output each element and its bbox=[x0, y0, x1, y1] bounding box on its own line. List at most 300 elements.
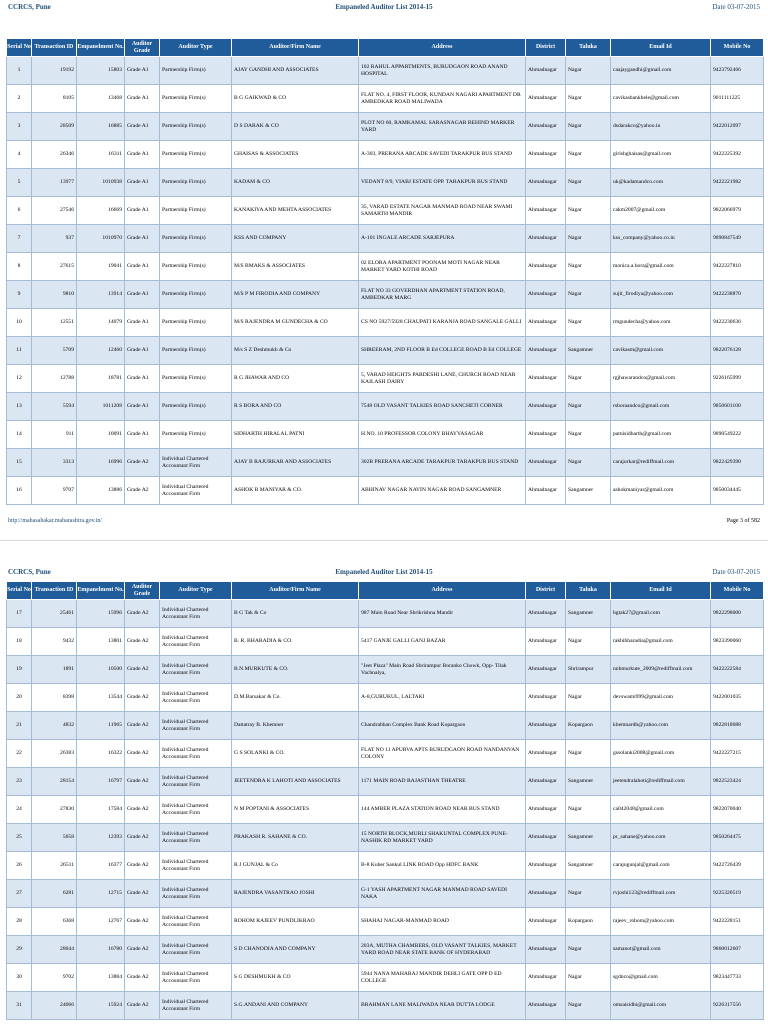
cell-firm-name: S G DESHMUKH & CO bbox=[232, 964, 359, 992]
cell-district: Ahmadnagar bbox=[526, 936, 566, 964]
report-date: Date 03-07-2015 bbox=[712, 568, 760, 576]
cell-serial-no: 28 bbox=[7, 908, 32, 936]
cell-serial-no: 17 bbox=[7, 600, 32, 628]
cell-address: 35, VARAD ESTATE NAGAR MANMAD ROAD NEAR SWAMI SAMARTH MANDIR bbox=[359, 197, 526, 225]
cell-email-id[interactable]: khemnardb@yahoo.com bbox=[611, 712, 711, 740]
cell-serial-no: 19 bbox=[7, 656, 32, 684]
cell-address: 144 AMBER PLAZA STATION ROAD NEAR BUS STAND bbox=[359, 796, 526, 824]
cell-empanelment-no: 16311 bbox=[77, 141, 125, 169]
cell-taluka: Nagar bbox=[566, 880, 611, 908]
cell-district: Ahmadnagar bbox=[526, 449, 566, 477]
cell-mobile-no: 9822523424 bbox=[711, 768, 764, 796]
cell-serial-no: 21 bbox=[7, 712, 32, 740]
cell-address: "Jeet Plaza" Main Road Shrirampur Boranko Chowk, Opp- Tilak Vachnalya, bbox=[359, 656, 526, 684]
page-header bbox=[8, 0, 760, 14]
cell-mobile-no: 9890549222 bbox=[711, 421, 764, 449]
cell-taluka: Sangamner bbox=[566, 477, 611, 505]
cell-auditor-type: Partnership Firm(s) bbox=[160, 309, 232, 337]
cell-email-id[interactable]: kss_company@yahoo.co.in bbox=[611, 225, 711, 253]
cell-transaction-id: 28509 bbox=[32, 113, 77, 141]
cell-taluka: Nagar bbox=[566, 197, 611, 225]
cell-firm-name: M/S BMAKS & ASSOCIATES bbox=[232, 253, 359, 281]
cell-email-id[interactable]: rgjhawarandco@gmail.com bbox=[611, 365, 711, 393]
cell-taluka: Nagar bbox=[566, 85, 611, 113]
cell-auditor-type: Individual Chartered Accountant Firm bbox=[160, 740, 232, 768]
cell-address: Chandrabhan Complex Bank Road Kopargaon bbox=[359, 712, 526, 740]
cell-serial-no: 13 bbox=[7, 393, 32, 421]
cell-email-id[interactable]: rmgundecha@yahoo.com bbox=[611, 309, 711, 337]
cell-mobile-no: 9422225392 bbox=[711, 141, 764, 169]
column-header-email-id: Email Id bbox=[611, 582, 711, 600]
cell-auditor-grade: Grade A2 bbox=[125, 628, 160, 656]
cell-email-id[interactable]: ca042048@gmail.com bbox=[611, 796, 711, 824]
cell-taluka: Kopargaon bbox=[566, 712, 611, 740]
cell-transaction-id: 12788 bbox=[32, 365, 77, 393]
cell-transaction-id: 26511 bbox=[32, 852, 77, 880]
cell-mobile-no: 9226165999 bbox=[711, 365, 764, 393]
cell-auditor-grade: Grade A1 bbox=[125, 113, 160, 141]
cell-email-id[interactable]: rakhibharadia@gmail.com bbox=[611, 628, 711, 656]
cell-auditor-grade: Grade A1 bbox=[125, 281, 160, 309]
cell-taluka: Shrirampur bbox=[566, 656, 611, 684]
cell-transaction-id: 9707 bbox=[32, 477, 77, 505]
cell-mobile-no: 9822298000 bbox=[711, 600, 764, 628]
table-row bbox=[7, 768, 764, 796]
table-row bbox=[7, 600, 764, 628]
cell-address: 15 NORTH BLOCK,MURLI SHAKUNTAL COMPLEX PUNE-NASHIK RD MARKET YARD bbox=[359, 824, 526, 852]
cell-address: A-101 INGALE ARCADE SARJEPURA bbox=[359, 225, 526, 253]
cell-serial-no: 18 bbox=[7, 628, 32, 656]
cell-empanelment-no: 12460 bbox=[77, 337, 125, 365]
cell-email-id[interactable]: carajurkar@rediffmail.com bbox=[611, 449, 711, 477]
cell-empanelment-no: 13886 bbox=[77, 477, 125, 505]
cell-mobile-no: 9422726439 bbox=[711, 852, 764, 880]
cell-taluka: Nagar bbox=[566, 964, 611, 992]
cell-auditor-grade: Grade A2 bbox=[125, 656, 160, 684]
cell-serial-no: 9 bbox=[7, 281, 32, 309]
table-row bbox=[7, 393, 764, 421]
cell-transaction-id: 27830 bbox=[32, 796, 77, 824]
cell-email-id[interactable]: rvjoshi123@rediffmail.com bbox=[611, 880, 711, 908]
cell-transaction-id: 27546 bbox=[32, 197, 77, 225]
cell-auditor-type: Individual Chartered Accountant Firm bbox=[160, 449, 232, 477]
cell-mobile-no: 9822076128 bbox=[711, 337, 764, 365]
cell-auditor-grade: Grade A2 bbox=[125, 992, 160, 1020]
column-header-empanelment-no: Empanelment No. bbox=[77, 39, 125, 57]
column-header-serial-no: Serial No bbox=[7, 582, 32, 600]
cell-firm-name: D S DARAK & CO bbox=[232, 113, 359, 141]
cell-email-id[interactable]: uk@kadamandco.com bbox=[611, 169, 711, 197]
cell-auditor-type: Partnership Firm(s) bbox=[160, 253, 232, 281]
cell-firm-name: S.G.ANDANI AND COMPANY bbox=[232, 992, 359, 1020]
cell-auditor-grade: Grade A2 bbox=[125, 852, 160, 880]
cell-district: Ahmadnagar bbox=[526, 197, 566, 225]
cell-mobile-no: 9422227810 bbox=[711, 253, 764, 281]
cell-empanelment-no: 12715 bbox=[77, 880, 125, 908]
cell-firm-name: B. R. BHARADIA & CO. bbox=[232, 628, 359, 656]
cell-auditor-grade: Grade A1 bbox=[125, 169, 160, 197]
cell-taluka: Nagar bbox=[566, 365, 611, 393]
cell-firm-name: B G GAIKWAD & CO bbox=[232, 85, 359, 113]
org-name: CCRCS, Pune bbox=[8, 3, 51, 11]
cell-email-id[interactable]: cavikasbankhele@gmail.com bbox=[611, 85, 711, 113]
cell-auditor-grade: Grade A2 bbox=[125, 600, 160, 628]
cell-address: A-8,GURUKUL, LALTAKI bbox=[359, 684, 526, 712]
cell-email-id[interactable]: carajugunjal@gmail.com bbox=[611, 852, 711, 880]
cell-auditor-grade: Grade A2 bbox=[125, 684, 160, 712]
cell-auditor-grade: Grade A1 bbox=[125, 141, 160, 169]
cell-taluka: Nagar bbox=[566, 393, 611, 421]
cell-auditor-type: Partnership Firm(s) bbox=[160, 85, 232, 113]
cell-district: Ahmadnagar bbox=[526, 421, 566, 449]
cell-transaction-id: 9432 bbox=[32, 628, 77, 656]
cell-mobile-no: 9422001035 bbox=[711, 684, 764, 712]
column-header-transaction-id: Transaction ID bbox=[32, 39, 77, 57]
cell-email-id[interactable]: samanot@gmail.com bbox=[611, 936, 711, 964]
cell-empanelment-no: 18781 bbox=[77, 365, 125, 393]
column-header-empanelment-no: Empanelment No. bbox=[77, 582, 125, 600]
cell-email-id[interactable]: girishghaisas@gmail.com bbox=[611, 141, 711, 169]
cell-empanelment-no: 16885 bbox=[77, 113, 125, 141]
cell-serial-no: 15 bbox=[7, 449, 32, 477]
cell-address: 302B PRERANA ARCADE TARAKPUR TARAKPUR BUS STAND bbox=[359, 449, 526, 477]
cell-auditor-type: Individual Chartered Accountant Firm bbox=[160, 477, 232, 505]
cell-auditor-grade: Grade A2 bbox=[125, 477, 160, 505]
cell-taluka: Nagar bbox=[566, 796, 611, 824]
cell-empanelment-no: 16996 bbox=[77, 449, 125, 477]
cell-firm-name: B G Tak & Co bbox=[232, 600, 359, 628]
cell-email-id[interactable]: caajaygandhi@gmail.com bbox=[611, 57, 711, 85]
cell-transaction-id: 9702 bbox=[32, 964, 77, 992]
cell-transaction-id: 6368 bbox=[32, 908, 77, 936]
column-header-transaction-id: Transaction ID bbox=[32, 582, 77, 600]
cell-auditor-type: Partnership Firm(s) bbox=[160, 337, 232, 365]
cell-firm-name: Dattatray B. Khemner bbox=[232, 712, 359, 740]
column-header-firm-name: Auditor/Firm Name bbox=[232, 582, 359, 600]
cell-empanelment-no: 16377 bbox=[77, 852, 125, 880]
table-row bbox=[7, 656, 764, 684]
cell-mobile-no: 9850034445 bbox=[711, 477, 764, 505]
cell-district: Ahmadnagar bbox=[526, 113, 566, 141]
cell-district: Ahmadnagar bbox=[526, 600, 566, 628]
cell-auditor-grade: Grade A2 bbox=[125, 768, 160, 796]
table-row bbox=[7, 684, 764, 712]
cell-district: Ahmadnagar bbox=[526, 796, 566, 824]
table-row bbox=[7, 225, 764, 253]
cell-auditor-type: Individual Chartered Accountant Firm bbox=[160, 992, 232, 1020]
cell-address: 987 Main Road Near Shrikrishna Mandir bbox=[359, 600, 526, 628]
cell-auditor-type: Individual Chartered Accountant Firm bbox=[160, 628, 232, 656]
cell-mobile-no: 9422228151 bbox=[711, 908, 764, 936]
table-row bbox=[7, 365, 764, 393]
cell-serial-no: 31 bbox=[7, 992, 32, 1020]
cell-empanelment-no: 1010970 bbox=[77, 225, 125, 253]
cell-address: 02 ELORA APARTMENT POONAM MOTI NAGAR NEAR MARKET YARD KOTHI ROAD bbox=[359, 253, 526, 281]
report-title: Empaneled Auditor List 2014-15 bbox=[335, 568, 433, 576]
cell-serial-no: 6 bbox=[7, 197, 32, 225]
cell-serial-no: 16 bbox=[7, 477, 32, 505]
cell-empanelment-no: 15924 bbox=[77, 992, 125, 1020]
cell-auditor-grade: Grade A1 bbox=[125, 393, 160, 421]
cell-empanelment-no: 12767 bbox=[77, 908, 125, 936]
cell-auditor-grade: Grade A2 bbox=[125, 796, 160, 824]
cell-transaction-id: 5709 bbox=[32, 337, 77, 365]
cell-auditor-type: Partnership Firm(s) bbox=[160, 393, 232, 421]
cell-district: Ahmadnagar bbox=[526, 337, 566, 365]
cell-empanelment-no: 13801 bbox=[77, 628, 125, 656]
cell-taluka: Nagar bbox=[566, 421, 611, 449]
column-header-address: Address bbox=[359, 39, 526, 57]
cell-auditor-type: Partnership Firm(s) bbox=[160, 57, 232, 85]
cell-transaction-id: 28154 bbox=[32, 768, 77, 796]
cell-firm-name: KADAM & CO bbox=[232, 169, 359, 197]
cell-empanelment-no: 13468 bbox=[77, 85, 125, 113]
cell-transaction-id: 911 bbox=[32, 421, 77, 449]
cell-empanelment-no: 1010938 bbox=[77, 169, 125, 197]
column-header-taluka: Taluka bbox=[566, 582, 611, 600]
cell-taluka: Sangamner bbox=[566, 824, 611, 852]
cell-mobile-no: 9422230636 bbox=[711, 309, 764, 337]
cell-transaction-id: 19192 bbox=[32, 57, 77, 85]
cell-transaction-id: 3313 bbox=[32, 449, 77, 477]
cell-district: Ahmadnagar bbox=[526, 169, 566, 197]
cell-email-id[interactable]: omsaisidhi@gmail.com bbox=[611, 992, 711, 1020]
cell-email-id[interactable]: jeetendralahoti@rediffmail.com bbox=[611, 768, 711, 796]
column-header-mobile-no: Mobile No bbox=[711, 582, 764, 600]
cell-auditor-grade: Grade A1 bbox=[125, 253, 160, 281]
column-header-auditor-grade: Auditor Grade bbox=[125, 582, 160, 600]
cell-email-id[interactable]: gssolanki2008@gmail.com bbox=[611, 740, 711, 768]
cell-empanelment-no: 19041 bbox=[77, 253, 125, 281]
cell-firm-name: JEETENDRA K LAHOTI AND ASSOCIATES bbox=[232, 768, 359, 796]
cell-serial-no: 23 bbox=[7, 768, 32, 796]
cell-auditor-type: Individual Chartered Accountant Firm bbox=[160, 796, 232, 824]
cell-address: 5944 NANA MAHARAJ MANDIR DEHLI GATE OPP D ED COLLEGE bbox=[359, 964, 526, 992]
cell-auditor-type: Partnership Firm(s) bbox=[160, 113, 232, 141]
cell-firm-name: R J GUNJAL & Co bbox=[232, 852, 359, 880]
cell-firm-name: GHAISAS & ASSOCIATES bbox=[232, 141, 359, 169]
cell-serial-no: 26 bbox=[7, 852, 32, 880]
cell-firm-name: KSS AND COMPANY bbox=[232, 225, 359, 253]
cell-email-id[interactable]: rajeev_rohom@yahoo.com bbox=[611, 908, 711, 936]
cell-district: Ahmadnagar bbox=[526, 964, 566, 992]
cell-mobile-no: 9422238870 bbox=[711, 281, 764, 309]
cell-district: Ahmadnagar bbox=[526, 85, 566, 113]
cell-taluka: Nagar bbox=[566, 169, 611, 197]
cell-firm-name: M/S P M FIRODIA AND COMPANY bbox=[232, 281, 359, 309]
table-row bbox=[7, 964, 764, 992]
cell-taluka: Sangamner bbox=[566, 337, 611, 365]
cell-empanelment-no: 1011208 bbox=[77, 393, 125, 421]
cell-address: ABHINAV NAGAR NAVIN NAGAR ROAD SANGAMNER bbox=[359, 477, 526, 505]
cell-address: FLAT NO 33 GOVERDHAN APARTMENT STATION ROAD, AMBEDKAR MARG bbox=[359, 281, 526, 309]
cell-transaction-id: 8105 bbox=[32, 85, 77, 113]
cell-auditor-type: Individual Chartered Accountant Firm bbox=[160, 880, 232, 908]
cell-auditor-type: Partnership Firm(s) bbox=[160, 169, 232, 197]
cell-firm-name: M/S RAJENDRA M GUNDECHA & CO bbox=[232, 309, 359, 337]
cell-email-id[interactable]: devswami999@gmail.com bbox=[611, 684, 711, 712]
cell-serial-no: 4 bbox=[7, 141, 32, 169]
cell-taluka: Sangamner bbox=[566, 600, 611, 628]
column-header-auditor-type: Auditor Type bbox=[160, 582, 232, 600]
cell-firm-name: R S BORA AND CO bbox=[232, 393, 359, 421]
cell-empanelment-no: 14079 bbox=[77, 309, 125, 337]
cell-serial-no: 30 bbox=[7, 964, 32, 992]
cell-auditor-type: Individual Chartered Accountant Firm bbox=[160, 684, 232, 712]
cell-district: Ahmadnagar bbox=[526, 477, 566, 505]
cell-email-id[interactable]: pr_sahane@yahoo.com bbox=[611, 824, 711, 852]
cell-email-id[interactable]: nnbmurkute_2009@rediffmail.com bbox=[611, 656, 711, 684]
table-row bbox=[7, 113, 764, 141]
cell-district: Ahmadnagar bbox=[526, 852, 566, 880]
cell-address: CS NO 5927/5928 CHAUPATI KARANJA ROAD SANGALE GALLI bbox=[359, 309, 526, 337]
table-row bbox=[7, 449, 764, 477]
cell-firm-name: D.M.Barsakar & Co. bbox=[232, 684, 359, 712]
table-header-row bbox=[7, 39, 764, 57]
cell-auditor-grade: Grade A1 bbox=[125, 85, 160, 113]
cell-firm-name: SIDHARTH HIRALAL PATNI bbox=[232, 421, 359, 449]
cell-serial-no: 11 bbox=[7, 337, 32, 365]
table-row bbox=[7, 141, 764, 169]
cell-firm-name: S D CHANODIA AND COMPANY bbox=[232, 936, 359, 964]
cell-transaction-id: 6281 bbox=[32, 880, 77, 908]
cell-transaction-id: 1891 bbox=[32, 656, 77, 684]
cell-district: Ahmadnagar bbox=[526, 684, 566, 712]
cell-transaction-id: 28044 bbox=[32, 936, 77, 964]
cell-firm-name: R G JHAWAR AND CO bbox=[232, 365, 359, 393]
cell-serial-no: 22 bbox=[7, 740, 32, 768]
cell-transaction-id: 5594 bbox=[32, 393, 77, 421]
table-row bbox=[7, 712, 764, 740]
cell-empanelment-no: 13544 bbox=[77, 684, 125, 712]
cell-district: Ahmadnagar bbox=[526, 656, 566, 684]
cell-address: A-303, PRERANA ARCADE SAVEDI TARAKPUR BUS STAND bbox=[359, 141, 526, 169]
column-header-auditor-grade: Auditor Grade bbox=[125, 39, 160, 57]
cell-serial-no: 24 bbox=[7, 796, 32, 824]
cell-taluka: Nagar bbox=[566, 141, 611, 169]
cell-firm-name: B.N.MURKUTE & CO. bbox=[232, 656, 359, 684]
cell-mobile-no: 9823390060 bbox=[711, 628, 764, 656]
cell-address: SHAHAJ NAGAR-MANMAD ROAD bbox=[359, 908, 526, 936]
column-header-taluka: Taluka bbox=[566, 39, 611, 57]
cell-email-id[interactable]: rsboraandco@gmail.com bbox=[611, 393, 711, 421]
cell-address: 7548 OLD VASANT TALKIES ROAD SANCHETI CORNER bbox=[359, 393, 526, 421]
cell-mobile-no: 9850264475 bbox=[711, 824, 764, 852]
cell-auditor-grade: Grade A1 bbox=[125, 365, 160, 393]
table-row bbox=[7, 57, 764, 85]
cell-serial-no: 10 bbox=[7, 309, 32, 337]
cell-auditor-type: Individual Chartered Accountant Firm bbox=[160, 712, 232, 740]
cell-district: Ahmadnagar bbox=[526, 740, 566, 768]
cell-mobile-no: 9225320519 bbox=[711, 880, 764, 908]
cell-auditor-type: Partnership Firm(s) bbox=[160, 421, 232, 449]
cell-firm-name: G S SOLANKI & CO. bbox=[232, 740, 359, 768]
cell-district: Ahmadnagar bbox=[526, 880, 566, 908]
cell-taluka: Kopargaon bbox=[566, 908, 611, 936]
cell-taluka: Nagar bbox=[566, 684, 611, 712]
cell-firm-name: RAJENDRA VASANTRAO JOSHI bbox=[232, 880, 359, 908]
cell-serial-no: 1 bbox=[7, 57, 32, 85]
cell-transaction-id: 8398 bbox=[32, 684, 77, 712]
column-header-district: District bbox=[526, 39, 566, 57]
cell-email-id[interactable]: bgtak27@gmail.com bbox=[611, 600, 711, 628]
cell-taluka: Nagar bbox=[566, 253, 611, 281]
report-date: Date 03-07-2015 bbox=[712, 3, 760, 11]
cell-taluka: Nagar bbox=[566, 740, 611, 768]
cell-district: Ahmadnagar bbox=[526, 253, 566, 281]
cell-firm-name: N M POPTANI & ASSOCIATES bbox=[232, 796, 359, 824]
cell-taluka: Nagar bbox=[566, 281, 611, 309]
column-header-district: District bbox=[526, 582, 566, 600]
cell-empanelment-no: 16669 bbox=[77, 197, 125, 225]
report-title: Empaneled Auditor List 2014-15 bbox=[335, 3, 433, 11]
cell-district: Ahmadnagar bbox=[526, 628, 566, 656]
cell-email-id[interactable]: dsdarakco@yahoo.in bbox=[611, 113, 711, 141]
cell-auditor-grade: Grade A1 bbox=[125, 421, 160, 449]
cell-auditor-type: Partnership Firm(s) bbox=[160, 225, 232, 253]
report-page-2 bbox=[0, 540, 768, 1025]
cell-taluka: Nagar bbox=[566, 225, 611, 253]
cell-auditor-grade: Grade A2 bbox=[125, 936, 160, 964]
cell-auditor-grade: Grade A1 bbox=[125, 337, 160, 365]
cell-mobile-no: 9422221982 bbox=[711, 169, 764, 197]
cell-district: Ahmadnagar bbox=[526, 908, 566, 936]
table-row bbox=[7, 628, 764, 656]
cell-empanelment-no: 13884 bbox=[77, 964, 125, 992]
cell-address: VEDANT 8/9, VIABJ ESTATE OPP. TARAKPUR BUS STAND bbox=[359, 169, 526, 197]
cell-email-id[interactable]: monica.a.bora@gmail.com bbox=[611, 253, 711, 281]
cell-firm-name: KANAKIYA AND MEHTA ASSOCIATES bbox=[232, 197, 359, 225]
table-row bbox=[7, 281, 764, 309]
cell-empanelment-no: 16322 bbox=[77, 740, 125, 768]
cell-address: B-8 Kuber Sankul LINK ROAD Opp HDFC BANK bbox=[359, 852, 526, 880]
cell-mobile-no: 9850601100 bbox=[711, 393, 764, 421]
cell-email-id[interactable]: sgdnco@gmail.com bbox=[611, 964, 711, 992]
cell-email-id[interactable]: cakm2007@gmail.com bbox=[611, 197, 711, 225]
table-row bbox=[7, 337, 764, 365]
footer-url[interactable]: http://mahasahakar.maharashtra.gov.in/ bbox=[8, 518, 103, 524]
column-header-auditor-type: Auditor Type bbox=[160, 39, 232, 57]
cell-auditor-type: Partnership Firm(s) bbox=[160, 197, 232, 225]
cell-email-id[interactable]: cavikasm@gmail.com bbox=[611, 337, 711, 365]
cell-auditor-type: Individual Chartered Accountant Firm bbox=[160, 824, 232, 852]
cell-transaction-id: 26383 bbox=[32, 740, 77, 768]
cell-address: 203A, MUTHA CHAMBERS, OLD VASANT TALKIES, MARKET YARD ROAD NEAR STATE BANK OF HYDERABAD bbox=[359, 936, 526, 964]
cell-mobile-no: 9822818088 bbox=[711, 712, 764, 740]
cell-district: Ahmadnagar bbox=[526, 992, 566, 1020]
cell-address: FLAT NO 11 APURVA APTS BURUDGAON ROAD NANDANVAN COLONY bbox=[359, 740, 526, 768]
cell-firm-name: PRAKASH R. SAHANE & CO. bbox=[232, 824, 359, 852]
cell-auditor-type: Individual Chartered Accountant Firm bbox=[160, 964, 232, 992]
cell-email-id[interactable]: sujit_firodiya@yahoo.com bbox=[611, 281, 711, 309]
page-number: Page 3 of 582 bbox=[726, 518, 760, 524]
cell-empanelment-no: 10091 bbox=[77, 421, 125, 449]
cell-auditor-grade: Grade A2 bbox=[125, 712, 160, 740]
cell-mobile-no: 9890847549 bbox=[711, 225, 764, 253]
cell-auditor-grade: Grade A1 bbox=[125, 57, 160, 85]
cell-address: PLOT NO 60, RAMKAMAL SARASNAGAR BEHIND MARKER YARD bbox=[359, 113, 526, 141]
cell-mobile-no: 9422227215 bbox=[711, 740, 764, 768]
cell-address: SHREERAM, 2ND FLOOR B Ed COLLEGE ROAD B Ed COLLEGE bbox=[359, 337, 526, 365]
cell-email-id[interactable]: patnisidharth@gmail.com bbox=[611, 421, 711, 449]
cell-transaction-id: 25461 bbox=[32, 600, 77, 628]
cell-email-id[interactable]: ashokmaniyar@gmail.com bbox=[611, 477, 711, 505]
cell-taluka: Sangamner bbox=[566, 852, 611, 880]
cell-auditor-grade: Grade A2 bbox=[125, 964, 160, 992]
table-row bbox=[7, 169, 764, 197]
table-row bbox=[7, 880, 764, 908]
cell-transaction-id: 27615 bbox=[32, 253, 77, 281]
